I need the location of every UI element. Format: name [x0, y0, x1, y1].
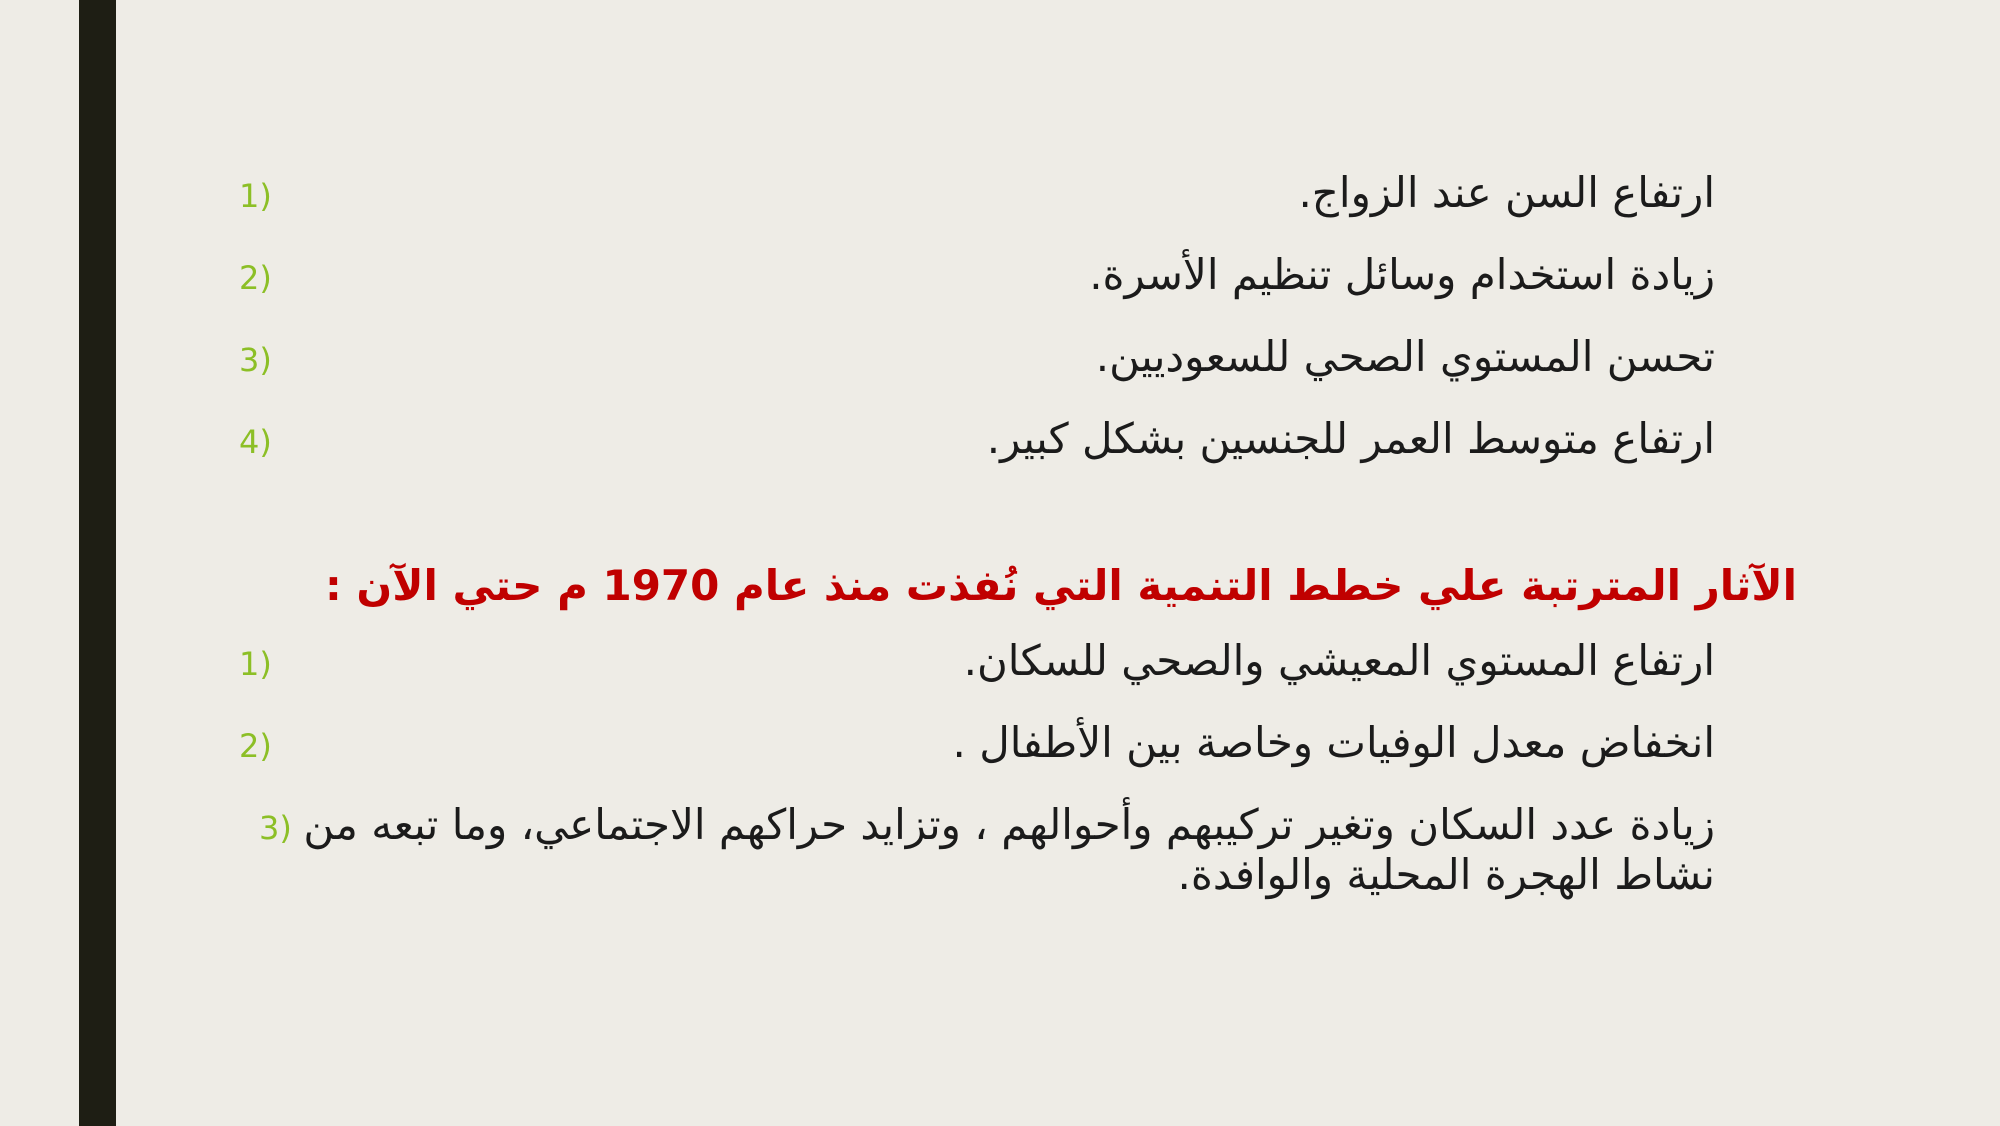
list-item — [155, 718, 1715, 771]
list-item-number: 2) — [239, 727, 272, 765]
list-item — [155, 168, 1715, 221]
list-item — [155, 636, 1715, 689]
list-item-text: ارتفاع السن عند الزواج. — [1298, 168, 1715, 217]
list-item-number: 1) — [239, 177, 272, 215]
list-item-text: زيادة استخدام وسائل تنظيم الأسرة. — [1089, 250, 1715, 299]
list-item-number: 3) — [259, 809, 292, 847]
effects-list — [155, 636, 1715, 929]
list-item-text: ارتفاع المستوي المعيشي والصحي للسكان. — [963, 636, 1715, 685]
list-item-number: 2) — [239, 259, 272, 297]
list-item — [155, 332, 1715, 385]
list-item-text: زيادة عدد السكان وتغير تركيبهم وأحوالهم ، وتزايد حراكهم الاجتماعي، وما تبعه من نشاط الهجرة المحلية والوافدة. — [303, 800, 1715, 899]
list-item-number: 3) — [239, 341, 272, 379]
list-item — [155, 414, 1715, 467]
left-accent-bar — [79, 0, 116, 1126]
list-item-text: تحسن المستوي الصحي للسعوديين. — [1095, 332, 1715, 381]
list-item — [155, 800, 1715, 900]
list-item-text: انخفاض معدل الوفيات وخاصة بين الأطفال . — [952, 718, 1715, 767]
list-item-text: ارتفاع متوسط العمر للجنسين بشكل كبير. — [986, 414, 1715, 463]
causes-list — [155, 168, 1715, 496]
list-item-number: 4) — [239, 423, 272, 461]
list-item-number: 1) — [239, 645, 272, 683]
section-heading: الآثار المترتبة علي خطط التنمية التي نُفذت منذ عام 1970 م حتي الآن : — [324, 561, 1797, 610]
list-item — [155, 250, 1715, 303]
